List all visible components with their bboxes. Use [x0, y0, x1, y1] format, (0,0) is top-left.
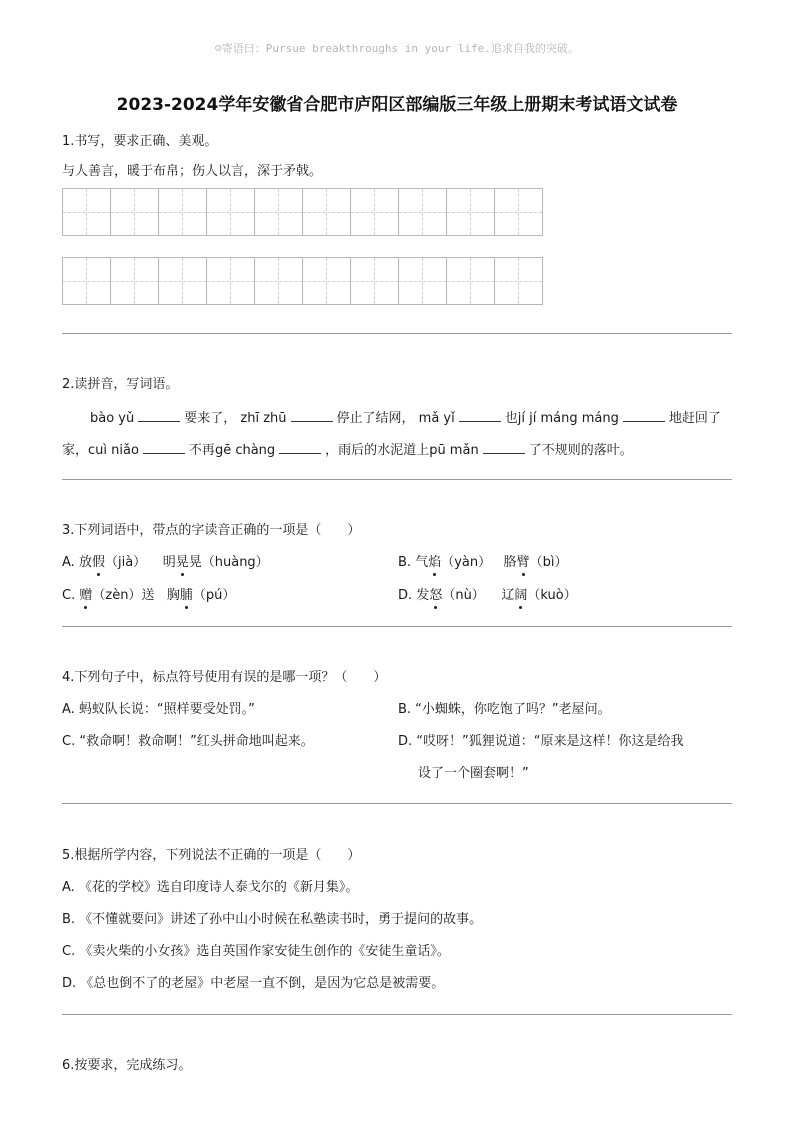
sentence-text: 了不规则的落叶。 — [528, 443, 633, 458]
word-char: 放 — [78, 555, 92, 570]
header-motto: ☺寄语曰：Pursue breakthroughs in your life.追求自我的突破。 — [215, 42, 579, 55]
q5-option-b[interactable]: B. 《不懂就要问》讲述了孙中山小时候在私塾读书时，勇于提问的故事。 — [62, 912, 483, 927]
word-char: 晃 — [188, 555, 202, 570]
q5-stem: 5.根据所学内容，下列说法不正确的一项是（ ） — [62, 848, 361, 863]
dotted-char: 赠 — [79, 588, 93, 603]
writing-grid-cell[interactable] — [255, 188, 303, 236]
writing-grid-cell[interactable] — [63, 257, 111, 305]
writing-grid-cell[interactable] — [351, 257, 399, 305]
q5-option-d[interactable]: D. 《总也倒不了的老屋》中老屋一直不倒，是因为它总是被需要。 — [62, 976, 445, 991]
pinyin: （zèn） — [92, 588, 142, 603]
q2-line-1 — [90, 409, 721, 427]
pinyin: （huàng） — [201, 555, 269, 570]
pinyin-prompt: pū mǎn — [429, 443, 479, 458]
sentence-text: 要来了， — [184, 411, 237, 426]
writing-grid-cell[interactable] — [447, 188, 495, 236]
q4-option-b[interactable]: B. “小蜘蛛，你吃饱了吗？”老屋问。 — [398, 702, 611, 717]
writing-grid-cell[interactable] — [111, 257, 159, 305]
pinyin-prompt: bào yǔ — [90, 411, 135, 426]
sentence-text: 家， — [62, 443, 89, 458]
writing-grid-cell[interactable] — [111, 188, 159, 236]
answer-blank[interactable] — [143, 441, 185, 454]
word-char: 胳 — [503, 555, 517, 570]
q5-option-c[interactable]: C. 《卖火柴的小女孩》选自英国作家安徒生创作的《安徒生童话》。 — [62, 944, 450, 959]
writing-grid-cell[interactable] — [63, 188, 111, 236]
writing-grid-cell[interactable] — [255, 257, 303, 305]
pinyin: （kuò） — [527, 588, 577, 603]
answer-blank[interactable] — [291, 409, 333, 422]
pinyin: （nù） — [442, 588, 485, 603]
word-char: 明 — [162, 555, 176, 570]
writing-grid-cell[interactable] — [399, 257, 447, 305]
writing-grid-row-1[interactable] — [62, 188, 543, 236]
q3-option-b[interactable] — [398, 555, 567, 571]
writing-grid-cell[interactable] — [159, 257, 207, 305]
page-title: 2023-2024学年安徽省合肥市庐阳区部编版三年级上册期末考试语文试卷 — [116, 95, 678, 115]
q1-stem: 1.书写，要求正确、美观。 — [62, 134, 218, 149]
writing-grid-cell[interactable] — [207, 257, 255, 305]
pinyin-prompt: mǎ yǐ — [418, 411, 455, 426]
answer-blank[interactable] — [623, 409, 665, 422]
q3-option-c[interactable] — [62, 588, 235, 604]
pinyin: （yàn） — [441, 555, 492, 570]
writing-grid-cell[interactable] — [399, 188, 447, 236]
dotted-char: 脯 — [179, 588, 193, 603]
writing-grid-cell[interactable] — [207, 188, 255, 236]
sentence-text: 地赶回了 — [668, 411, 721, 426]
dotted-char: 臂 — [516, 555, 530, 570]
q4-option-a[interactable]: A. 蚂蚁队长说：“照样要受处罚。” — [62, 702, 255, 717]
q2-line-2 — [62, 441, 633, 459]
sentence-text: 也 — [504, 411, 518, 426]
writing-grid-cell[interactable] — [447, 257, 495, 305]
pinyin-prompt: jí jí máng máng — [517, 411, 619, 426]
pinyin: （pú） — [192, 588, 236, 603]
section-divider — [62, 803, 732, 804]
q4-option-d-continued: 设了一个圈套啊！” — [418, 766, 529, 781]
sentence-text: ，雨后的水泥道上 — [325, 443, 430, 458]
word-char: 胸 — [166, 588, 180, 603]
q3-option-d[interactable] — [398, 588, 577, 604]
q5-option-a[interactable]: A. 《花的学校》选自印度诗人泰戈尔的《新月集》。 — [62, 880, 359, 895]
pinyin: （bì） — [529, 555, 568, 570]
option-letter: C. — [62, 588, 76, 603]
q2-stem: 2.读拼音，写词语。 — [62, 377, 179, 392]
q3-option-a[interactable] — [62, 555, 269, 571]
writing-grid-row-2[interactable] — [62, 257, 543, 305]
q1-sentence: 与人善言，暖于布帛；伤人以言，深于矛戟。 — [62, 164, 323, 179]
answer-blank[interactable] — [138, 409, 180, 422]
answer-blank[interactable] — [459, 409, 501, 422]
dotted-char: 阔 — [514, 588, 528, 603]
dotted-char: 焰 — [428, 555, 442, 570]
pinyin: （jià） — [104, 555, 147, 570]
option-letter: B. — [398, 555, 412, 570]
word-char: 气 — [415, 555, 429, 570]
word-char: 送 — [141, 588, 155, 603]
option-letter: A. — [62, 555, 75, 570]
section-divider — [62, 1014, 732, 1015]
dotted-char: 假 — [91, 555, 105, 570]
sentence-text: 不再 — [188, 443, 215, 458]
answer-blank[interactable] — [279, 441, 321, 454]
option-letter: D. — [398, 588, 413, 603]
pinyin-prompt: cuì niǎo — [88, 443, 139, 458]
section-divider — [62, 626, 732, 627]
word-char: 发 — [416, 588, 430, 603]
section-divider — [62, 333, 732, 334]
writing-grid-cell[interactable] — [159, 188, 207, 236]
dotted-char: 晃 — [175, 555, 189, 570]
writing-grid-cell[interactable] — [495, 257, 543, 305]
writing-grid-cell[interactable] — [303, 188, 351, 236]
writing-grid-cell[interactable] — [351, 188, 399, 236]
word-char: 辽 — [501, 588, 515, 603]
q6-stem: 6.按要求，完成练习。 — [62, 1058, 192, 1073]
writing-grid-cell[interactable] — [495, 188, 543, 236]
writing-grid-cell[interactable] — [303, 257, 351, 305]
section-divider — [62, 479, 732, 480]
answer-blank[interactable] — [483, 441, 525, 454]
q4-option-c[interactable]: C. “救命啊！救命啊！”红头拼命地叫起来。 — [62, 734, 314, 749]
pinyin-prompt: gē chàng — [214, 443, 276, 458]
q4-stem: 4.下列句子中，标点符号使用有误的是哪一项？（ ） — [62, 670, 387, 685]
pinyin-prompt: zhī zhū — [240, 411, 287, 426]
sentence-text: 停止了结网， — [336, 411, 415, 426]
dotted-char: 怒 — [429, 588, 443, 603]
q4-option-d[interactable]: D. “哎呀！”狐狸说道：“原来是这样！你这是给我 — [398, 734, 684, 749]
q3-stem: 3.下列词语中，带点的字读音正确的一项是（ ） — [62, 523, 361, 538]
